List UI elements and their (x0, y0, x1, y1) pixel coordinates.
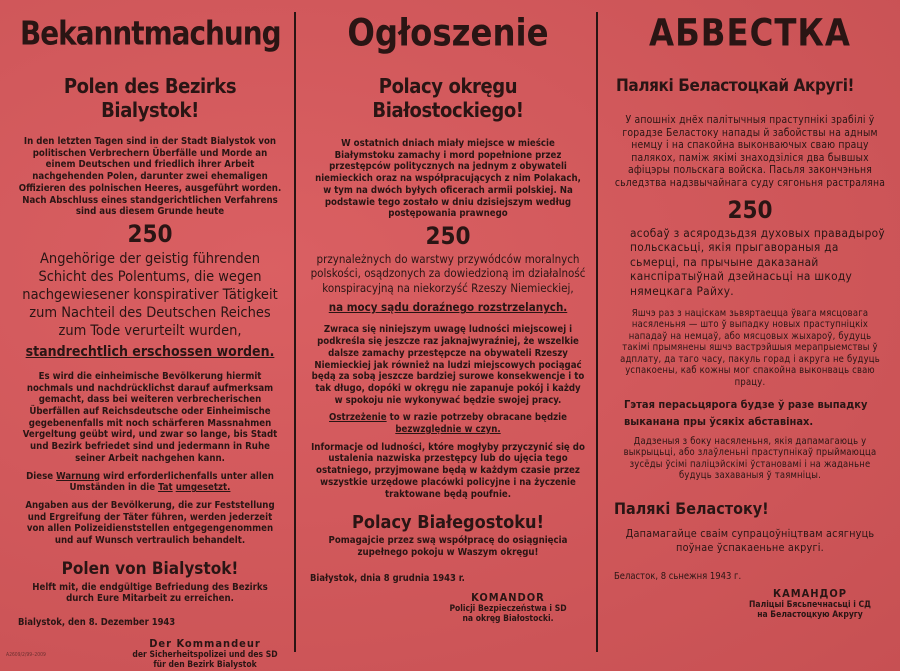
german-callout: Polen von Bialystok! (61, 558, 239, 579)
belarusian-column (598, 0, 900, 671)
german-column (0, 0, 294, 671)
polish-callout: Polacy Białegostoku! (352, 512, 544, 534)
belarusian-paragraph-3: Яшчэ раз з націскам зьвяртаецца ўвага мясцовага насяленьня — што ў выпадку новых праступніцкіх нападаў на немцаў, або мясцовых жыхароў, будуць такімі прымянены яшчэ вастрэйшыя мерапрыемствы ў адплату, да таго часу, пакуль горад і акруга не будуць успакоены, каб кожны мог спакойна выконваць сваю працу. (620, 308, 880, 388)
german-signature (128, 637, 282, 670)
belarusian-paragraph-6: Дапамагайце сваім супрацоўніцтвам асягнуць поўнае ўспакаеньне акругі. (625, 526, 875, 554)
german-paragraph-3: Es wird die einheimische Bevölkerung hiermit nochmals und nachdrücklichst darauf aufmerksam gemacht, dass bei weiteren verbrecherischen Überfällen auf Reichsdeutsche oder Einheimische gegebenenfalls mit noch schärferen Massnahmen Vergeltung geübt wird, und zwar so lange, bis Stadt und Bezirk befriedet sind und jedermann in Ruhe seiner Arbeit nachgehen kann. (22, 370, 278, 464)
german-p4-b: wird erforderlichenfalls unter allen Umständen in die (69, 470, 274, 494)
belarusian-paragraph-5: Дадзеныя з боку насяленьня, якія дапамагаюць у выкрыцьці, або злаўленьні праступнікаў прыймаюцца зусёды ўсімі паліцэйскімі ўстановамі і на жаданьне будуць захаваныя ў таямніцы. (623, 435, 877, 482)
german-paragraph-6: Helft mit, die endgültige Befriedung des Bezirks durch Eure Mitarbeit zu erreichen. (32, 581, 268, 605)
polish-paragraph-1: W ostatnich dniach miały miejsce w mieście Białymstoku zamachy i mord popełnione przez przestępców politycznych na jednym z obywateli niemieckich oraz na współpracujących z nim Polakach, w tym na dwóch byłych oficerach armii polskiej. Na podstawie tego zostało w dniu dzisiejszym według postępowania prawnego (315, 138, 581, 220)
german-emphasis: standrechtlich erschossen worden. (25, 343, 275, 360)
polish-signature (430, 591, 586, 624)
belarusian-signature-line-2: на Беластоцкую Акругу (757, 609, 863, 620)
belarusian-paragraph-2: асобаў з асяродзьдзя духовых правадыроў польскасьці, якія прыгавораныя да сьмерці, па прычыне даказанай канспіратыўнай дзейнасьці на шкоду нямецкага Райху. (630, 225, 886, 298)
belarusian-paragraph-1: У апошніх днёх палітычныя праступнікі зрабілі ў горадзе Беластоку напады й забойствы на адным немцу і на спакойна выконваючых сваю працу палякох, паміж якімі знаходзіліся два бывшых афіцэры польскага войска. Пасьля закончэньня сьледзтва надзвычайнага суду сягоньня растраляна (614, 114, 886, 189)
german-p4-a: Diese (26, 470, 54, 482)
polish-p4-b: bezwzględnie w czyn. (395, 424, 501, 436)
belarusian-signature (734, 587, 886, 620)
german-number: 250 (127, 219, 173, 248)
polish-paragraph-5: Informacje od ludności, które mogłyby przyczynić się do ustalenia nazwiska przestępcy lub do ujęcia tego ostatniego, przyjmowane będą w każdym czasie przez wszystkie urzędowe placówki policyjne i na życzenie traktowane będą poufnie. (311, 441, 585, 500)
german-paragraph-5: Angaben aus der Bevölkerung, die zur Feststellung und Ergreifung der Täter führen, werden jederzeit von allen Polizeidienststellen entgegengenommen und auf Wunsch vertraulich behandelt. (25, 499, 275, 547)
german-signature-line-1: der Sicherheitspolizei und des SD (132, 650, 278, 661)
polish-paragraph-6: Pomagajcie przez swą współpracę do osiągnięcia zupełnego pokoju w Waszym okręgu! (328, 535, 568, 558)
belarusian-emphasis: Гэтая перасьцярога будзе ў разе выпадку выканана пры ўсякіх абставінах. (624, 397, 868, 428)
german-signature-line-2: für den Bezirk Bialystok (153, 660, 257, 671)
polish-signature-line-2: na okręg Białostocki. (462, 613, 554, 624)
polish-column (296, 0, 596, 671)
belarusian-subtitle: Палякі Беластоцкай Акругі! (616, 76, 855, 96)
polish-emphasis: na mocy sądu doraźnego rozstrzelanych. (328, 300, 568, 315)
german-warning-word: Warnung (56, 470, 101, 482)
german-signature-title: Der Kommandeur (149, 637, 261, 651)
polish-warning-word: Ostrzeżenie (329, 412, 387, 424)
polish-paragraph-2: przynależnych do warstwy przywódców moralnych polskości, osądzonych za dowiedzioną im działalność konspiracyjną na niekorzyść Rzeszy Niemieckiej, (310, 251, 586, 295)
german-subtitle: Polen des Bezirks Bialystok! (63, 74, 237, 122)
polish-date: Białystok, dnia 8 grudnia 1943 r. (310, 572, 465, 584)
polish-signature-title: KOMANDOR (471, 590, 545, 604)
polish-title: Ogłoszenie (347, 11, 549, 56)
german-p4-c: umgesetzt. (175, 482, 231, 494)
german-deed-word: Tat (158, 482, 173, 494)
belarusian-signature-line-1: Паліцыі Бясьпечнасьці і СД (749, 599, 871, 610)
german-paragraph-2: Angehörige der geistig führenden Schicht des Polentums, die wegen nachgewiesener konspirativer Tätigkeit zum Nachteil des Deutschen Reiches zum Tode verurteilt wurden, (22, 250, 278, 339)
polish-p4-a: to w razie potrzeby obracane będzie (389, 412, 567, 424)
belarusian-number: 250 (727, 195, 773, 224)
belarusian-signature-title: КАМАНДОР (772, 586, 848, 600)
belarusian-date: Беласток, 8 сьнежня 1943 г. (614, 570, 742, 582)
belarusian-title: АБВЕСТКА (649, 11, 851, 56)
german-date: Bialystok, den 8. Dezember 1943 (18, 617, 176, 629)
polish-number: 250 (425, 221, 471, 250)
polish-paragraph-3: Zwraca się niniejszym uwagę ludności miejscowej i podkreśla się jeszcze raz jaknajwyraźniej, że wszelkie dalsze zamachy przestępcze na obywateli Rzeszy Niemieckiej jak również na ludzi miejscowych pociągać będą za sobą jeszcze bardziej surowe konsekwencje i to tak długo, dopóki w okręgu nie zapanuje pokój i każdy w spokoju nie wykonywać będzie swojej pracy. (311, 324, 585, 406)
polish-paragraph-4 (310, 412, 586, 435)
german-title: Bekanntmachung (20, 15, 281, 53)
archive-catalog-mark: A2609/2/99–2009 (6, 652, 46, 658)
polish-signature-line-1: Policji Bezpieczeństwa i SD (449, 603, 567, 614)
german-paragraph-4 (18, 471, 282, 494)
german-paragraph-1: In den letzten Tagen sind in der Stadt Bialystok von politischen Verbrechern Überfälle und Morde an einem Deutschen und friedlich ihrer Arbeit nachgehenden Polen, darunter zwei ehemaligen Offizieren des polnischen Heeres, ausgeführt worden. Nach Abschluss eines standgerichtlichen Verfahrens sind aus diesem Grunde heute (18, 136, 282, 218)
polish-subtitle: Polacy okręgu Białostockiego! (372, 74, 524, 122)
belarusian-callout: Палякі Беластоку! (614, 498, 769, 518)
